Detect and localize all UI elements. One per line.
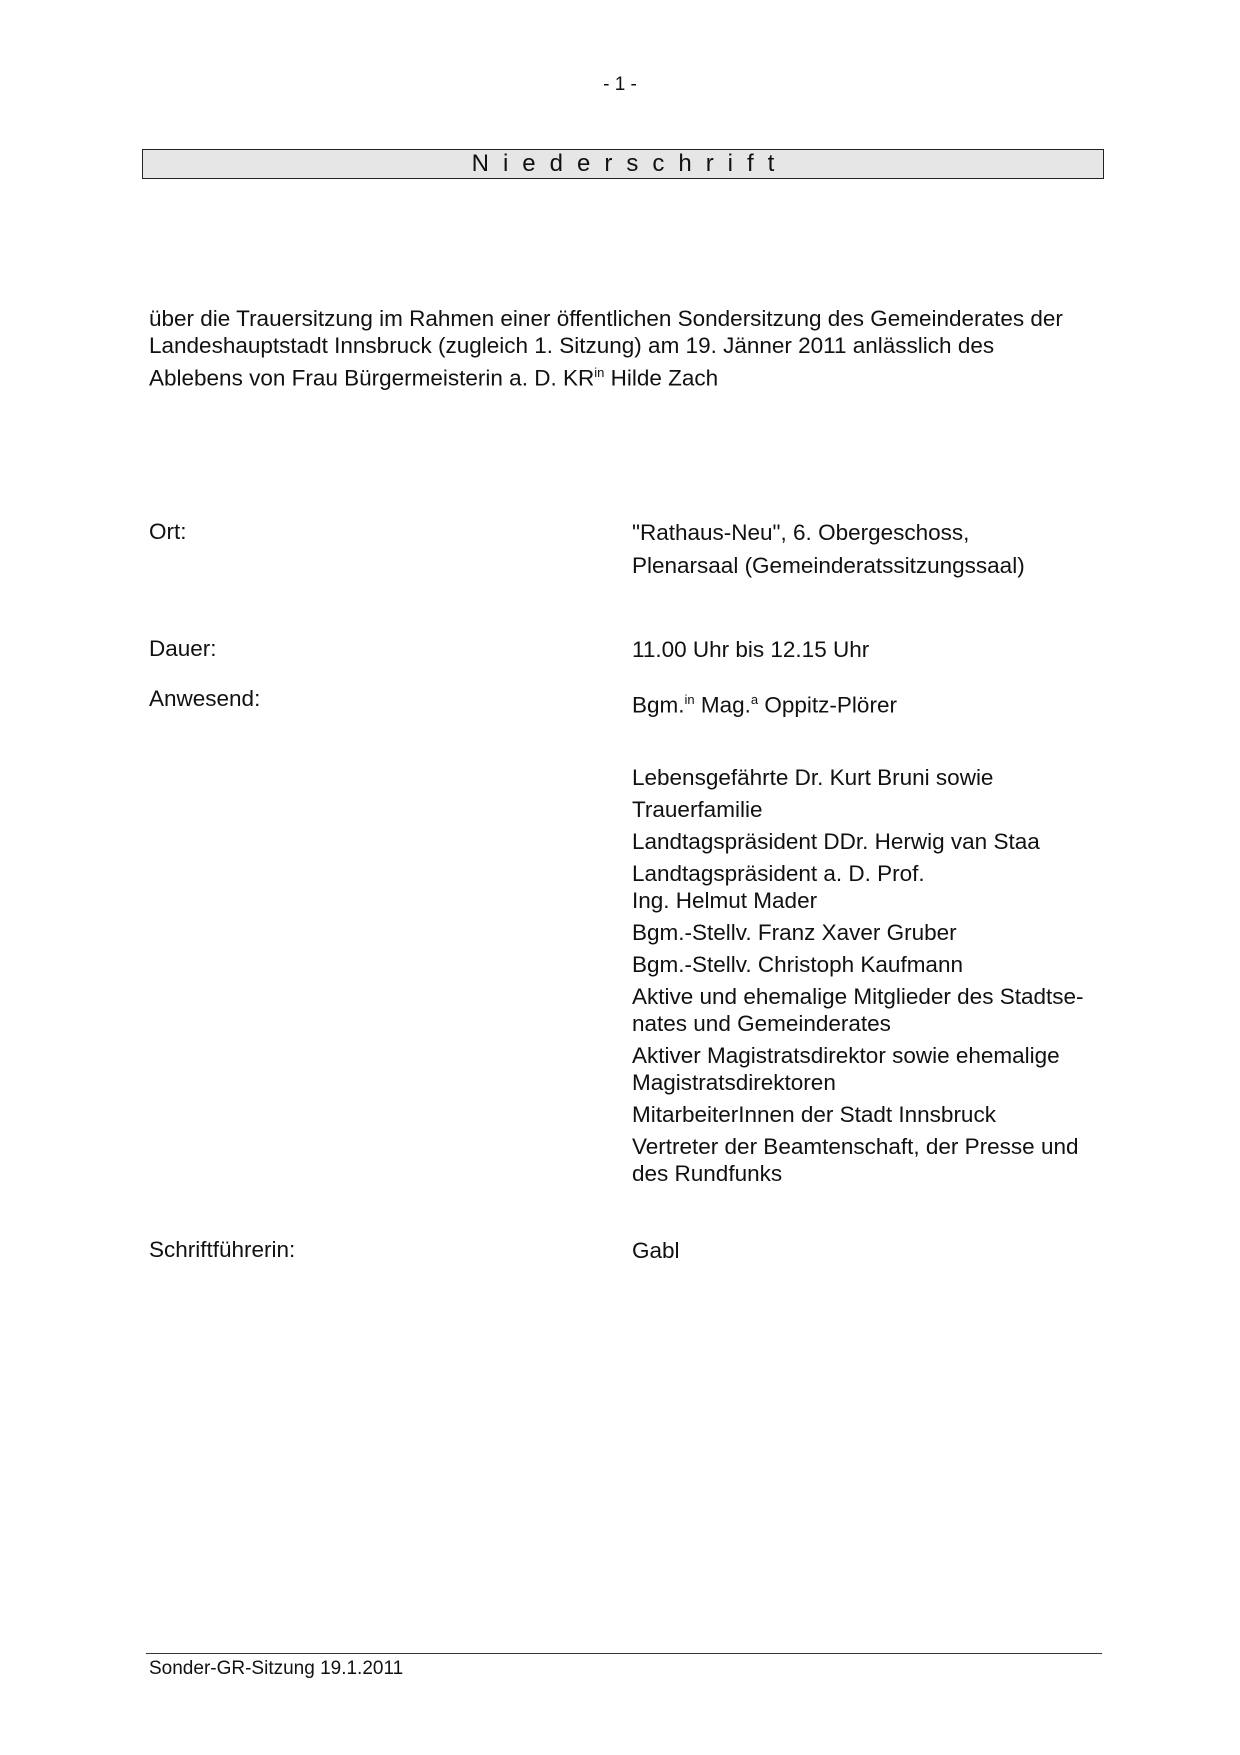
attendee-line: Lebensgefährte Dr. Kurt Bruni sowie [632,765,994,790]
intro-text: Ablebens von Frau Bürgermeisterin a. D. KR [149,365,595,391]
mayor-name [632,686,897,719]
attendee-list [632,764,1084,1187]
attendee-line: nates und Gemeinderates [632,1011,891,1036]
attendee-line: Landtagspräsident a. D. Prof. [632,861,925,886]
schriftfuehrerin-label: Schriftführerin: [149,1237,296,1262]
intro-line: über die Trauersitzung im Rahmen einer öffentlichen Sondersitzung des Gemeinderates der [149,306,1063,331]
ort-line: "Rathaus-Neu", 6. Obergeschoss, [632,520,970,545]
superscript: in [684,692,695,707]
dauer-label: Dauer: [149,636,217,661]
schriftfuehrerin-value: Gabl [632,1238,680,1263]
attendee-line: Aktive und ehemalige Mitglieder des Stadtse- [632,984,1084,1009]
dauer-value: 11.00 Uhr bis 12.15 Uhr [632,637,870,662]
mayor-text: Oppitz-Plörer [758,692,897,718]
ort-line: Plenarsaal (Gemeinderatssitzungssaal) [632,553,1025,578]
attendee-line: Magistratsdirektoren [632,1070,836,1095]
footer-text: Sonder-GR-Sitzung 19.1.2011 [149,1658,404,1679]
attendee-line: Ing. Helmut Mader [632,888,818,913]
intro-paragraph [149,305,1109,392]
mayor-text: Bgm. [632,692,685,718]
attendee-line: MitarbeiterInnen der Stadt Innsbruck [632,1102,996,1127]
intro-line [149,359,1109,392]
footer-divider [146,1653,1102,1654]
document-title: Niederschrift [142,149,1104,179]
attendee-line: Aktiver Magistratsdirektor sowie ehemalige [632,1043,1060,1068]
mayor-text: Mag. [694,692,751,718]
ort-label: Ort: [149,519,187,544]
page-number: - 1 - [603,74,637,95]
intro-line: Landeshauptstadt Innsbruck (zugleich 1. Sitzung) am 19. Jänner 2011 anlässlich des [149,333,995,358]
attendee-line: Bgm.-Stellv. Franz Xaver Gruber [632,920,957,945]
superscript: in [594,365,605,380]
superscript: a [750,692,759,707]
attendee-line: Bgm.-Stellv. Christoph Kaufmann [632,952,963,977]
ort-value [632,519,1025,579]
attendee-line: Vertreter der Beamtenschaft, der Presse und [632,1134,1079,1159]
attendee-line: Landtagspräsident DDr. Herwig van Staa [632,829,1040,854]
intro-text: Hilde Zach [604,365,719,391]
attendee-line: des Rundfunks [632,1161,783,1186]
anwesend-label: Anwesend: [149,686,261,711]
attendee-line: Trauerfamilie [632,797,763,822]
